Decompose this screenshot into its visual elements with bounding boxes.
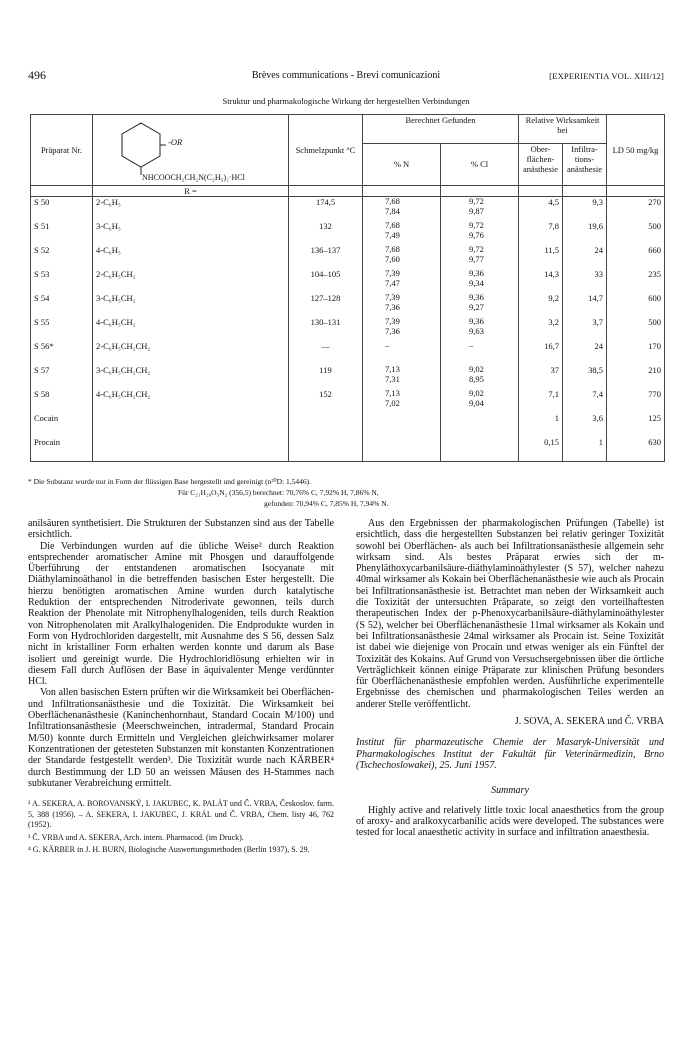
cell-percent-cl — [441, 365, 519, 389]
cell-praeparat: S 58 — [31, 389, 93, 413]
percent-n-value: 7,60 — [385, 253, 400, 264]
cell-substituent-r: 2-C₆H₅CH₂CH₂ — [93, 341, 289, 365]
cell-praeparat: S 56* — [31, 341, 93, 365]
table-row — [31, 413, 665, 437]
table-row — [31, 317, 665, 341]
cell-praeparat: S 52 — [31, 245, 93, 269]
summary-text: Highly active and relatively little toxic local anaesthetics from the group of aroxy- and aralkoxycarbanilic acids were developed. The substances were tested for local anaesthetic activity in surface and infiltration anaesthesia. — [356, 804, 664, 839]
page-number: 496 — [28, 68, 46, 82]
cell-percent-n — [363, 413, 441, 437]
cell-schmelzpunkt: 136–137 — [289, 245, 363, 269]
cell-praeparat: S 57 — [31, 365, 93, 389]
running-header — [28, 70, 664, 84]
cell-praeparat: Procain — [31, 437, 93, 462]
cell-substituent-r: 3-C₆H₅CH₂CH₂ — [93, 365, 289, 389]
running-title: Brèves communications - Brevi comunicazioni — [251, 70, 441, 81]
percent-n-value: 7,47 — [385, 277, 400, 288]
percent-n-value: 7,68 — [385, 220, 400, 230]
header-praeparat: Präparat Nr. — [31, 115, 93, 186]
cell-infiltrations: 3,7 — [563, 317, 607, 341]
percent-cl-value: 8,95 — [469, 373, 484, 384]
table-row — [31, 437, 665, 462]
header-r-equals: R = — [93, 186, 289, 197]
cell-infiltrations: 9,3 — [563, 197, 607, 222]
percent-cl-value: 9,04 — [469, 397, 484, 408]
cell-praeparat: S 55 — [31, 317, 93, 341]
cell-oberflaechen: 16,7 — [519, 341, 563, 365]
cell-oberflaechen: 1 — [519, 413, 563, 437]
paragraph: Aus den Ergebnissen der pharmakologischen Prüfungen (Tabelle) ist ersichtlich, dass die hergestellten Substanzen bei relativ geringer Toxizität sowohl bei Oberflächen- als auch bei Infiltrationsanästhesie allgemein sehr wirksam sind. Als bestes Präparat erwies sich der m-Phenyläthoxycarbanilsäure-diäthylaminoäthylester (S 57), welcher nahezu 40mal wirksamer als Kokain bei Oberflächenanästhesie wie auch als Procain bei Infiltrationsanästhesie ist. Betrachtet man neben der Wirksamkeit auch die Toxizität der untersuchten Präparate, so zeigt den vorteilhaftesten therapeutischen Index der p-Phenoxycarbanilsäure-diäthylaminoäthylester (S 52), welcher bei Oberflächenanästhesie 11mal wirksamer als Kokain und bei Infiltrationsanästhesie 24mal wirksamer als Procain ist. Seine Toxizität ist dabei wie diejenige von Procain und etwas weniger als ein Fünftel der Toxizität des Kokains. Auf Grund von Versuchsergebnissen über die örtliche Verträglichkeit können einige Präparate zur klinischen Prüfung besonders für Oberflächenanästhesie empfohlen werden. Ausführliche experimentelle Ergebnisse des chemischen und pharmakologischen Teiles werden an anderer Stelle veröffentlicht. — [356, 518, 664, 710]
cell-oberflaechen: 11,5 — [519, 245, 563, 269]
percent-n-value: 7,68 — [385, 244, 400, 254]
or-substituent: -OR — [168, 137, 183, 147]
percent-cl-value: 9,77 — [469, 253, 484, 264]
table-body — [31, 197, 665, 462]
cell-percent-cl — [441, 317, 519, 341]
percent-cl-value: 9,36 — [469, 292, 484, 302]
percent-cl-value: 9,36 — [469, 316, 484, 326]
cell-schmelzpunkt — [289, 437, 363, 462]
percent-n-value: 7,36 — [385, 325, 400, 336]
cell-ld50: 600 — [607, 293, 665, 317]
benzene-ring-icon — [116, 119, 166, 175]
cell-percent-n — [363, 269, 441, 293]
cell-infiltrations: 1 — [563, 437, 607, 462]
left-column — [28, 518, 334, 856]
cell-substituent-r: 4-C₆H₅CH₂ — [93, 317, 289, 341]
percent-n-value: 7,13 — [385, 364, 400, 374]
cell-substituent-r: 2-C₆H₅ — [93, 197, 289, 222]
results-table — [30, 114, 665, 462]
cell-oberflaechen: 14,3 — [519, 269, 563, 293]
cell-percent-n — [363, 365, 441, 389]
percent-n-value: 7,39 — [385, 316, 400, 326]
cell-percent-n — [363, 197, 441, 222]
header-structure — [93, 115, 289, 186]
cell-schmelzpunkt: 152 — [289, 389, 363, 413]
cell-percent-n — [363, 245, 441, 269]
percent-n-value: 7,36 — [385, 301, 400, 312]
cell-infiltrations: 33 — [563, 269, 607, 293]
cell-schmelzpunkt: — — [289, 341, 363, 365]
cell-percent-cl — [441, 197, 519, 222]
cell-percent-n — [363, 437, 441, 462]
cell-infiltrations: 7,4 — [563, 389, 607, 413]
table-row — [31, 221, 665, 245]
cell-percent-n — [363, 221, 441, 245]
cell-infiltrations: 19,6 — [563, 221, 607, 245]
cell-infiltrations: 24 — [563, 341, 607, 365]
carbamate-substituent: NHCOOCH₂CH₂N(C₂H₅)₂·HCl — [142, 173, 245, 182]
cell-ld50: 270 — [607, 197, 665, 222]
table-row — [31, 341, 665, 365]
table-row — [31, 197, 665, 222]
cell-schmelzpunkt: 132 — [289, 221, 363, 245]
percent-n-value: 7,39 — [385, 292, 400, 302]
cell-schmelzpunkt: 104–105 — [289, 269, 363, 293]
cell-ld50: 125 — [607, 413, 665, 437]
cell-schmelzpunkt: 127–128 — [289, 293, 363, 317]
table-row — [31, 389, 665, 413]
cell-substituent-r: 2-C₆H₅CH₂ — [93, 269, 289, 293]
cell-ld50: 770 — [607, 389, 665, 413]
table-footnote-line-3: gefunden: 70,94% C, 7,85% H, 7,94% N. — [264, 499, 389, 508]
footnote-2: ² A. SEKERA, A. BOROVANSKÝ, I. JAKUBEC, K. PALÁT und Č. VRBA, Českoslov. farm. 5, 388 (1956). – A. SEKERA, I. JAKUBEC, J. KRÁL und Č. VRBA, Chem. listy 46, 762 (1952). — [28, 799, 334, 830]
percent-n-value: 7,02 — [385, 397, 400, 408]
cell-ld50: 210 — [607, 365, 665, 389]
cell-oberflaechen: 37 — [519, 365, 563, 389]
header-percent-n: % N — [363, 143, 441, 185]
paragraph: Von allen basischen Estern prüften wir die Wirksamkeit bei Oberflächen- und Infiltrationsanästhesie und die Toxizität. Die Wirksamkeit bei Oberflächenanästhesie (Kaninchenhornhaut, Standard Cocain M/100) und Infiltrationsanästhesie (Meerschweinchen, intradermal, Standard Procain M/50) konnte durch Ermitteln und Vergleichen gleichwirksamer molarer Konzentrationen der getesteten Substanzen mit konstanten Konzentrationen der Standarde festgestellt werden³. Die Toxizität wurde nach KÄRBER⁴ durch Bestimmung der LD 50 an weissen Mäusen des H-Stammes nach subkutaner Verabreichung ermittelt. — [28, 687, 334, 789]
cell-schmelzpunkt: 130–131 — [289, 317, 363, 341]
percent-cl-value: 9,34 — [469, 277, 484, 288]
cell-substituent-r: 4-C₆H₅ — [93, 245, 289, 269]
percent-cl-value: 9,02 — [469, 364, 484, 374]
cell-substituent-r — [93, 437, 289, 462]
cell-schmelzpunkt — [289, 413, 363, 437]
percent-n-value: 7,31 — [385, 373, 400, 384]
right-column — [356, 518, 664, 838]
percent-n-value: 7,84 — [385, 205, 400, 216]
cell-oberflaechen: 3,2 — [519, 317, 563, 341]
header-ld50: LD 50 mg/kg — [607, 115, 665, 186]
cell-percent-n — [363, 293, 441, 317]
percent-cl-value: 9,72 — [469, 244, 484, 254]
percent-cl-value: 9,02 — [469, 388, 484, 398]
header-relativ: Relative Wirksamkeit bei — [519, 115, 607, 144]
institute-affiliation: Institut für pharmazeutische Chemie der Masaryk-Universität und Pharmakologisches Institut der Fakultät für Veterinärmedizin, Brno (Tschechoslowakei), 25. Juni 1957. — [356, 737, 664, 771]
percent-cl-value: 9,87 — [469, 205, 484, 216]
cell-substituent-r — [93, 413, 289, 437]
cell-percent-cl — [441, 413, 519, 437]
cell-praeparat: S 53 — [31, 269, 93, 293]
author-signature: J. SOVA, A. SEKERA und Č. VRBA — [514, 716, 664, 728]
cell-percent-cl — [441, 269, 519, 293]
cell-percent-n — [363, 341, 441, 365]
cell-ld50: 500 — [607, 221, 665, 245]
cell-oberflaechen: 7,8 — [519, 221, 563, 245]
footnote-3: ³ Č. VRBA und A. SEKERA, Arch. intern. Pharmacod. (im Druck). — [28, 832, 244, 842]
cell-ld50: 630 — [607, 437, 665, 462]
table-footnote-line-1: * Die Substanz wurde nur in Form der flüssigen Base hergestellt und gereinigt (n²⁰D: 1,5446). — [28, 477, 311, 486]
table-row — [31, 245, 665, 269]
paragraph: anilsäuren synthetisiert. Die Strukturen der Substanzen sind aus der Tabelle ersichtlich. — [28, 518, 334, 541]
header-infiltrations: Infiltra-tions-anästhesie — [563, 143, 607, 185]
cell-schmelzpunkt: 174,5 — [289, 197, 363, 222]
cell-ld50: 500 — [607, 317, 665, 341]
cell-oberflaechen: 4,5 — [519, 197, 563, 222]
cell-infiltrations: 38,5 — [563, 365, 607, 389]
percent-n-value: 7,39 — [385, 268, 400, 278]
table-caption: Struktur und pharmakologische Wirkung der hergestellten Verbindungen — [222, 96, 470, 106]
cell-schmelzpunkt: 119 — [289, 365, 363, 389]
percent-n-value: 7,13 — [385, 388, 400, 398]
percent-n-value: 7,68 — [385, 196, 400, 206]
cell-oberflaechen: 7,1 — [519, 389, 563, 413]
cell-percent-cl — [441, 437, 519, 462]
table-row — [31, 269, 665, 293]
cell-praeparat: Cocain — [31, 413, 93, 437]
footnote-4: ⁴ G. KÄRBER in J. H. BURN, Biologische Auswertungsmethoden (Berlin 1937), S. 29. — [28, 845, 310, 855]
paragraph: Die Verbindungen wurden auf die übliche Weise² durch Reaktion entsprechender aromatischer Amine mit Phosgen und darauffolgende Überführung der entstandenen aromatischen Isocyanate mit Diäthylaminoäthanol in die betreffenden basischen Ester hergestellt. Die hierzu benötigten aromatischen Amine wurden durch katalytische Reduktion der entsprechenden Nitroderivate gewonnen, teils durch Reaktion der Phenolate mit Nitrophenylhalogeniden, teils durch Reaktion von Nitrophenolaten mit Aralkylhalogeniden. Die Endprodukte wurden in Form von Hydrochloriden dargestellt, mit Ausnahme des S 56, dessen Salz nicht in kristalliner Form erhalten werden konnte und darum als Base isoliert und gereinigt wurde. Die Hydrochloridlösung erhielten wir in diesem Fall durch Auflösen der Base in äquivalenter Menge verdünnter HCl. — [28, 540, 334, 688]
cell-percent-cl — [441, 221, 519, 245]
cell-substituent-r: 3-C₆H₅ — [93, 221, 289, 245]
percent-n-value: 7,49 — [385, 229, 400, 240]
cell-oberflaechen: 9,2 — [519, 293, 563, 317]
table-footnote — [28, 476, 664, 509]
table-footnote-line-2: Für C₂₁H₂₈O₃N₂ (356,5) berechnet: 70,76% C, 7,92% H, 7,86% N, — [178, 488, 379, 497]
percent-n-value: – — [385, 340, 390, 350]
cell-praeparat: S 54 — [31, 293, 93, 317]
table-row — [31, 365, 665, 389]
header-berechnet: Berechnet Gefunden — [363, 115, 519, 144]
cell-praeparat: S 51 — [31, 221, 93, 245]
cell-substituent-r: 3-C₆H₅CH₂ — [93, 293, 289, 317]
cell-ld50: 235 — [607, 269, 665, 293]
cell-percent-cl — [441, 389, 519, 413]
cell-substituent-r: 4-C₆H₅CH₂CH₂ — [93, 389, 289, 413]
cell-infiltrations: 24 — [563, 245, 607, 269]
cell-ld50: 660 — [607, 245, 665, 269]
cell-oberflaechen: 0,15 — [519, 437, 563, 462]
header-percent-cl: % Cl — [441, 143, 519, 185]
cell-percent-n — [363, 317, 441, 341]
percent-cl-value: 9,72 — [469, 220, 484, 230]
table-row — [31, 293, 665, 317]
percent-cl-value: 9,63 — [469, 325, 484, 336]
cell-praeparat: S 50 — [31, 197, 93, 222]
header-schmelzpunkt: Schmelzpunkt °C — [289, 115, 363, 186]
cell-ld50: 170 — [607, 341, 665, 365]
percent-cl-value: – — [469, 340, 474, 350]
percent-cl-value: 9,36 — [469, 268, 484, 278]
cell-infiltrations: 14,7 — [563, 293, 607, 317]
cell-infiltrations: 3,6 — [563, 413, 607, 437]
percent-cl-value: 9,76 — [469, 229, 484, 240]
summary-heading: Summary — [491, 785, 529, 797]
journal-reference: [EXPERIENTIA VOL. XIII/12] — [549, 71, 664, 81]
header-oberflaechen: Ober-flächen-anästhesie — [519, 143, 563, 185]
cell-percent-n — [363, 389, 441, 413]
cell-percent-cl — [441, 293, 519, 317]
cell-percent-cl — [441, 341, 519, 365]
cell-percent-cl — [441, 245, 519, 269]
percent-cl-value: 9,27 — [469, 301, 484, 312]
percent-cl-value: 9,72 — [469, 196, 484, 206]
